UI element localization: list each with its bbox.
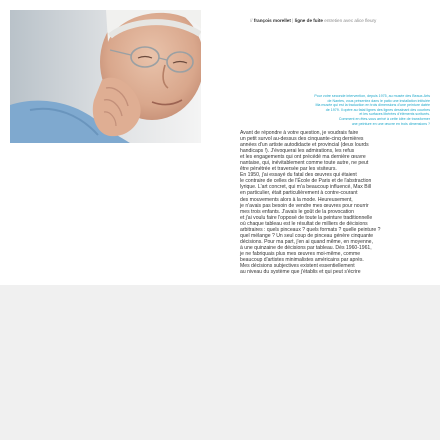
body-text [240,130,380,275]
body-line: au niveau du système que j'établis et qui peut s'écrire [240,269,361,276]
portrait-image [10,10,201,143]
body-line: nantaise, qui, inévitablement comme toute autre, ne peut [240,160,369,167]
body-line: Mes décisions subjectives existent essentiellement [240,263,355,270]
header-subtitle: entretien avec alice fleury [324,18,377,23]
body-line: décisions. Pour ma part, j'en ai quand même, en moyenne, [240,238,373,245]
intro-line: de 1979. Il opère au fatal lignes des lignes dessinant des courbes [325,107,430,112]
intro-line: Ma musée qui est la traduction en trois dimensions d'une peinture datée [315,103,430,108]
body-line: le contraire de celles de l'École de Paris et de l'abstraction [240,178,372,185]
body-line: où chaque tableau est le résultat de milliers de décisions [240,220,368,227]
header-title: ligne de fuite [294,18,323,23]
intro-question [250,94,430,126]
body-line: je ne fabriquais plus mes œuvres moi-même, comme [240,250,361,257]
body-line: arbitraires : quels pinceaux ? quels formats ? quelle peinture ? [240,226,381,233]
body-line: à une quinzaine de décisions par tableau. Dès 1960-1961, [240,244,372,251]
body-line: Avant de répondre à votre question, je voudrais faire [240,130,359,136]
body-line: mes trois enfants. J'avais le goût de la provocation [240,208,354,215]
body-line: en particulier, était particulièrement à contre-courant [240,190,358,197]
body-line: et j'ai voulu faire l'opposé de toute la peinture traditionnelle [240,214,373,221]
body-line: un petit survol au-dessus des cinquante-cinq dernières [240,136,364,143]
header-separator: | [292,18,295,23]
intro-line: une peinture en une œuvre en trois dimensions ? [351,121,430,126]
body-line: années d'un artiste autodidacte et provincial (deux lourds [240,142,369,149]
body-line: handicaps !). J'évoquerai les admirations, les refus [240,148,355,155]
body-line: des mouvements alors à la mode. Heureusement, [240,196,353,203]
article-header [250,18,435,24]
body-line: quel mélange ? Un seul coup de pinceau génère cinquante [240,232,374,239]
body-line: et les engagements qui ont précédé ma dernière œuvre [240,154,366,161]
body-line: lyrique. L'art concret, qui m'a beaucoup influencé, Max Bill [240,184,372,191]
intro-line: et les surfaces libérées d'éléments scriturés. [359,112,430,117]
body-line: je n'avais pas besoin de vendre mes œuvres pour nourrir [240,202,369,209]
body-line: beaucoup d'artistes minimalistes américains par après. [240,256,364,263]
body-line: être pénétrée et traversée par les visiteurs. [240,166,337,173]
header-prefix: // [250,18,253,23]
intro-line: de Nantes, vous présentez dans le patio une installation intitulée [327,98,430,103]
portrait-photo [10,10,201,143]
header-author: françois morellet [253,18,291,23]
body-line: En 1950, j'ai essayé du fatal des œuvres qui étaient [240,172,357,179]
intro-line: Comment en êtes-vous arrivé à cette idée de transformer [338,116,430,121]
intro-line: Pour votre seconde intervention, depuis 1975, au musée des Beaux-Arts [314,94,430,98]
